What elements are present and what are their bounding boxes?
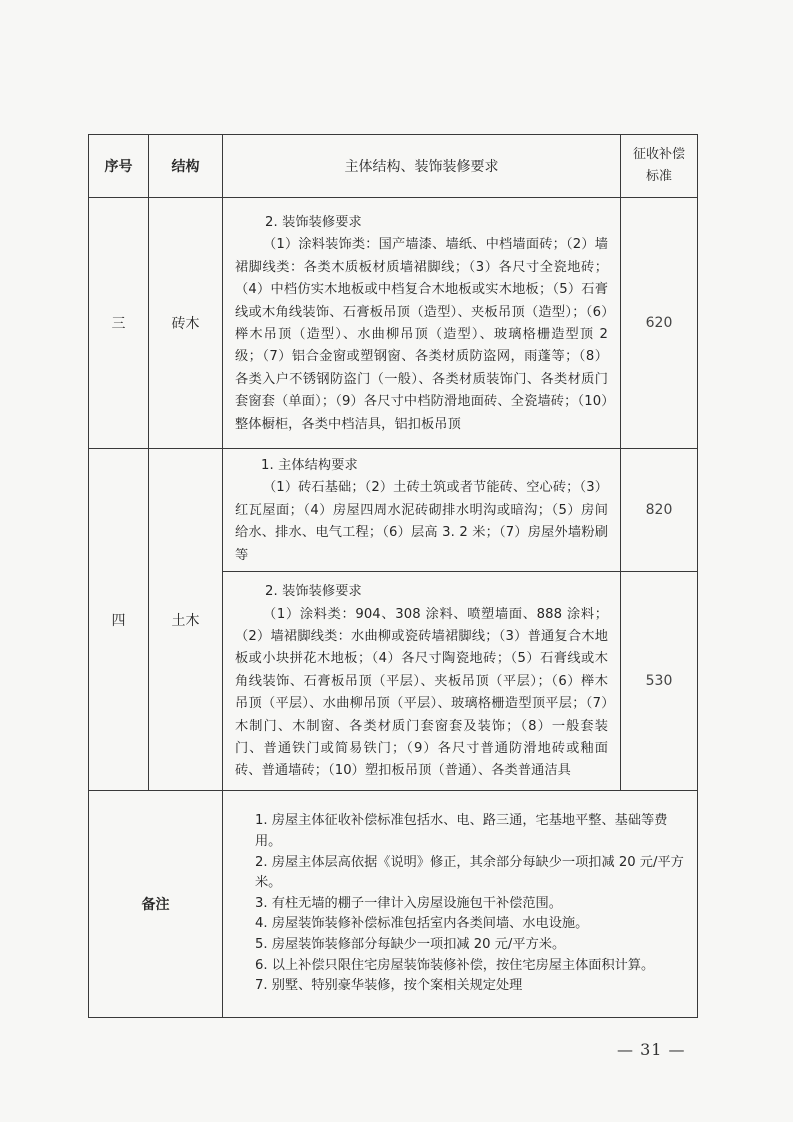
compensation-table: [88, 134, 698, 1018]
remark-item: 2. 房屋主体层高依据《说明》修正，其余部分每缺少一项扣减 20 元/平方米。: [255, 854, 684, 891]
row-standard: 820: [621, 449, 698, 572]
row-requirements: [223, 572, 621, 791]
requirements-text: [223, 449, 620, 571]
header-standard-line2: 标准: [645, 169, 672, 184]
remark-item: 4. 房屋装饰装修补偿标准包括室内各类间墙、水电设施。: [255, 916, 589, 932]
section-heading: 2. 装饰装修要求: [265, 214, 362, 230]
row-seq: 三: [89, 198, 149, 449]
remark-item: 3. 有柱无墙的棚子一律计入房屋设施包干补偿范围。: [255, 895, 562, 911]
header-standard-line1: 征收补偿: [632, 147, 685, 162]
section-heading: 2. 装饰装修要求: [265, 584, 362, 600]
table-header-row: [89, 135, 698, 198]
remark-item: 6. 以上补偿只限住宅房屋装饰装修补偿，按住宅房屋主体面积计算。: [255, 957, 655, 973]
section-heading: 1. 主体结构要求: [261, 458, 358, 473]
table-row: [89, 449, 698, 572]
header-seq: 序号: [89, 135, 149, 198]
remarks-list: [223, 801, 697, 1006]
section-body: （1）砖石基础；（2）土砖土筑或者节能砖、空心砖；（3）红瓦屋面；（4）房屋四周水泥砖砌排水明沟或暗沟；（5）房间给水、排水、电气工程；（6）层高 3. 2 米；（7）房屋外墙粉刷等: [235, 480, 608, 563]
table-row: [89, 198, 698, 449]
header-standard: [621, 135, 698, 198]
requirements-text: [223, 575, 620, 787]
remarks-row: [89, 791, 698, 1018]
remark-item: 7. 别墅、特别豪华装修，按个案相关规定处理: [255, 978, 523, 994]
row-structure: 砖木: [149, 198, 223, 449]
remark-item: 5. 房屋装饰装修部分每缺少一项扣减 20 元/平方米。: [255, 936, 566, 952]
requirements-text: [223, 206, 620, 440]
remarks-label: 备注: [89, 791, 223, 1018]
row-requirements: [223, 449, 621, 572]
header-requirements: 主体结构、装饰装修要求: [223, 135, 621, 198]
row-seq: 四: [89, 449, 149, 791]
remarks-content: [223, 791, 698, 1018]
section-body: （1）涂料类：904、308 涂料、喷塑墙面、888 涂料；（2）墙裙脚线类：水曲柳或瓷砖墙裙脚线；（3）普通复合木地板或小块拼花木地板；（4）各尺寸陶瓷地砖；（5）石膏线或木角线装饰、石膏板吊顶（平层）、夹板吊顶（平层）；（6）榉木吊顶（平层）、水曲柳吊顶（平层）、玻璃格栅造型顶平层；（7）木制门、木制窗、各类材质门套窗套及装饰；（8）一般套装门、普通铁门或简易铁门；（9）各尺寸普通防滑地砖或釉面砖、普通墙砖；（10）塑扣板吊顶（普通）、各类普通洁具: [235, 606, 608, 779]
row-standard: 620: [621, 198, 698, 449]
remark-item: 1. 房屋主体征收补偿标准包括水、电、路三通，宅基地平整、基础等费用。: [255, 813, 668, 849]
row-structure: 土木: [149, 449, 223, 791]
page-number: — 31 —: [617, 1040, 686, 1059]
row-requirements: [223, 198, 621, 449]
row-standard: 530: [621, 572, 698, 791]
section-body: （1）涂料装饰类：国产墙漆、墙纸、中档墙面砖；（2）墙裙脚线类：各类木质板材质墙裙脚线；（3）各尺寸全瓷地砖；（4）中档仿实木地板或中档复合木地板或实木地板；（5）石膏线或木角线装饰、石膏板吊顶（造型）、夹板吊顶（造型）；（6）榉木吊顶（造型）、水曲柳吊顶（造型）、玻璃格栅造型顶 2 级；（7）铝合金窗或塑钢窗、各类材质防盗网，雨蓬等；（8）各类入户不锈钢防盗门（一般）、各类材质装饰门、各类材质门套窗套（单面）；（9）各尺寸中档防滑地面砖、全瓷墙砖；（10）整体橱柜，各类中档洁具，铝扣板吊顶: [235, 237, 608, 432]
header-structure: 结构: [149, 135, 223, 198]
